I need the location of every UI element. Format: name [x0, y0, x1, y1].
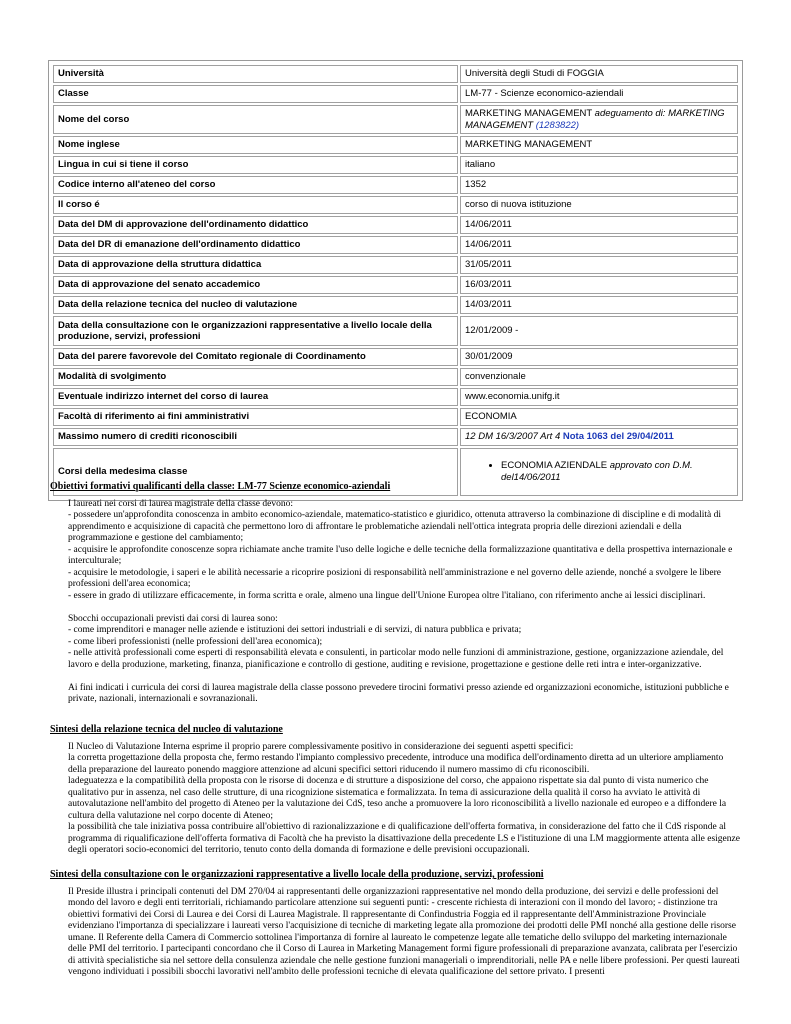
paragraph: Ai fini indicati i curricula dei corsi di laurea magistrale della classe possono prevedere tirocini formativi presso aziende ed organizzazioni economiche, istituzioni pubbliche e private, nazionali, internazionali e sovranazionali.: [68, 682, 729, 704]
table-row: [53, 85, 738, 103]
row-label: Data del parere favorevole del Comitato regionale di Coordinamento: [53, 348, 458, 366]
paragraph: ladeguatezza e la compatibilità della proposta con le risorse di docenza e di strutture a disposizione del corso, che appaiono rispettate sia dal punto di vista numerico che qualitativo pur in assenza, nel caso delle strutture, di una ricognizione sistematica e formalizzata. In tema di assicurazione della qualità il corso ha avviato le attività di autovalutazione nell'ambito del progetto di Ateneo per la valutazione dei CdS, teso anche a promuovere la loro riconoscibilità a livello nazionale ed europeo e a diffondere la cultura della valutazione nel corpo docente di Ateneo;: [68, 776, 727, 821]
paragraph: I laureati nei corsi di laurea magistrale della classe devono:: [68, 498, 294, 509]
adaptation-note: adeguamento di: MARKETING MANAGEMENT: [465, 108, 725, 131]
row-label: Classe: [53, 85, 458, 103]
paragraph: - essere in grado di utilizzare efficacemente, in forma scritta e orale, almeno una lingue dell'Unione Europea oltre l'italiano, con riferimento anche ai lessici disciplinari.: [68, 590, 706, 601]
row-label: Data della relazione tecnica del nucleo di valutazione: [53, 296, 458, 314]
row-label: Codice interno all'ateneo del corso: [53, 176, 458, 194]
credits-note: 12 DM 16/3/2007 Art 4: [465, 431, 561, 443]
section-title: Sintesi della consultazione con le organizzazioni rappresentative a livello locale della produzione, servizi, professioni: [50, 869, 544, 880]
table-row: [53, 276, 738, 294]
approval-note: approvato con D.M. del14/06/2011: [501, 460, 693, 483]
row-value: Università degli Studi di FOGGIA: [460, 65, 738, 83]
paragraph: - acquisire le metodologie, i saperi e le abilità necessarie a ricoprire posizioni di responsabilità nell'amministrazione e nel governo delle aziende, nonché a svolgere le libere professioni dell'area economica;: [68, 567, 721, 589]
paragraph: la corretta progettazione della proposta che, fermo restando l'impianto complessivo precedente, introduce una modifica dell'ordinamento diretta ad un ulteriore ampliamento della preparazione del laureato ponendo maggiore attenzione ad alcuni specifici settori riducendo il numero massimo di cfu riconoscibili.: [68, 753, 724, 775]
row-value: 30/01/2009: [460, 348, 738, 366]
section-obiettivi: [50, 481, 744, 706]
section-body: [50, 499, 744, 706]
row-value: 31/05/2011: [460, 256, 738, 274]
row-label: Data del DR di emanazione dell'ordinamento didattico: [53, 236, 458, 254]
table-row: [53, 388, 738, 406]
table-row: [53, 348, 738, 366]
table-row: [53, 256, 738, 274]
row-value: 14/06/2011: [460, 236, 738, 254]
row-value: 14/03/2011: [460, 296, 738, 314]
row-label: Nome inglese: [53, 136, 458, 154]
row-label: Lingua in cui si tiene il corso: [53, 156, 458, 174]
row-value: corso di nuova istituzione: [460, 196, 738, 214]
course-info-table: [51, 63, 740, 498]
row-label: Data del DM di approvazione dell'ordinamento didattico: [53, 216, 458, 234]
row-label: Nome del corso: [53, 105, 458, 134]
row-label: Corsi della medesima classe: [53, 448, 458, 496]
table-row: [53, 408, 738, 426]
paragraph: Sbocchi occupazionali previsti dai corsi di laurea sono:: [68, 613, 278, 624]
row-label: Il corso é: [53, 196, 458, 214]
row-label: Modalità di svolgimento: [53, 368, 458, 386]
table-row: [53, 428, 738, 446]
table-row: [53, 316, 738, 346]
course-code-link[interactable]: (1283822): [535, 119, 580, 131]
table-row: [53, 236, 738, 254]
paragraph: [68, 671, 744, 683]
row-label: Facoltà di riferimento ai fini amministrativi: [53, 408, 458, 426]
paragraph: - come liberi professionisti (nelle professioni dell'area economica);: [68, 636, 323, 647]
table-row: [53, 65, 738, 83]
paragraph: [68, 602, 744, 614]
row-label: Data di approvazione della struttura didattica: [53, 256, 458, 274]
course-name: ECONOMIA AZIENDALE: [501, 460, 608, 471]
paragraph: - possedere un'approfondita conoscenza in ambito economico-aziendale, matematico-statistico e giuridico, ottenuta attraverso la combinazione di discipline e di modalità di apprendimento e acquisizione di capacità che permettono loro di affrontare le problematiche aziendali nell'ottica integrata propria delle direzioni aziendali e della programmazione e gestione del cambiamento;: [68, 510, 722, 543]
table-row: [53, 196, 738, 214]
course-name: MARKETING MANAGEMENT: [465, 108, 593, 119]
row-label: Università: [53, 65, 458, 83]
paragraph: - acquisire le approfondite conoscenze sopra richiamate anche tramite l'uso delle logiche e delle tecniche della formalizzazione quantitativa e della prospettiva internazionale e interculturale;: [68, 544, 733, 566]
row-value: www.economia.unifg.it: [460, 388, 738, 406]
row-value: italiano: [460, 156, 738, 174]
section-title: Obiettivi formativi qualificanti della classe: LM-77 Scienze economico-aziendali: [50, 481, 391, 492]
table-row: [53, 105, 738, 134]
row-label: Data della consultazione con le organizzazioni rappresentative a livello locale della produzione, servizi, professioni: [53, 316, 458, 346]
paragraph: la possibilità che tale iniziativa possa contribuire all'obiettivo di razionalizzazione e di qualificazione dell'offerta formativa, in considerazione del fatto che il CdS risponde al programma di riqualificazione dell'offerta formativa di Facoltà che ha previsto la disattivazione della precedente LS e l'istituzione di una LM maggiormente attenta alle esigenze degli operatori socio-economici del territorio, tenuto conto della domanda di formazione e delle previsioni occupazionali.: [68, 822, 740, 855]
row-value: 1352: [460, 176, 738, 194]
section-title: Sintesi della relazione tecnica del nucleo di valutazione: [50, 724, 283, 735]
paragraph: - come imprenditori e manager nelle aziende e istituzioni dei settori industriali e di servizi, di natura pubblica e privata;: [68, 625, 522, 635]
row-label: Massimo numero di crediti riconoscibili: [53, 428, 458, 446]
section-consultazione: [50, 869, 744, 979]
row-value: [460, 428, 738, 446]
row-value: 14/06/2011: [460, 216, 738, 234]
course-info-table-frame: [48, 60, 743, 501]
table-row: [53, 156, 738, 174]
table-row: [53, 136, 738, 154]
table-row: [53, 368, 738, 386]
table-row: [53, 216, 738, 234]
paragraph: - nelle attività professionali come esperti di responsabilità elevata e consulenti, in particolar modo nelle funzioni di amministrazione, gestione, organizzazione aziendale, del lavoro e della produzione, marketing, finanza, pianificazione e controllo di gestione, auditing e revisione, progettazione e gestione delle reti intra e inter-organizzative.: [68, 648, 724, 670]
row-value: LM-77 - Scienze economico-aziendali: [460, 85, 738, 103]
section-body: [50, 742, 744, 857]
section-nucleo: [50, 724, 744, 857]
table-row: [53, 176, 738, 194]
section-body: [50, 887, 744, 979]
row-value: MARKETING MANAGEMENT: [460, 136, 738, 154]
nota-link[interactable]: Nota 1063 del 29/04/2011: [562, 431, 674, 443]
row-label: Data di approvazione del senato accademico: [53, 276, 458, 294]
row-label: Eventuale indirizzo internet del corso di laurea: [53, 388, 458, 406]
row-value: 16/03/2011: [460, 276, 738, 294]
paragraph: Il Nucleo di Valutazione Interna esprime il proprio parere complessivamente positivo in considerazione dei seguenti aspetti specifici:: [68, 741, 574, 752]
paragraph: Il Preside illustra i principali contenuti del DM 270/04 ai rappresentanti delle organizzazioni rappresentative nel mondo della produzione, dei servizi e delle professioni del mondo del lavoro e degli enti territoriali, richiamando particolare attenzione sui seguenti punti: - crescente richiesta di interazioni con il mondo del lavoro; - distinzione tra obiettivi formativi dei Corsi di Laurea e dei Corsi di Laurea Magistrale. Il rappresentante di Confindustria Foggia ed il rappresentante dell'Amministrazione Provinciale evidenziano l'importanza di specializzare i laureati verso l'acquisizione di tecniche di marketing legate alla promozione dei prodotti delle PMI nonché alla gestione delle risorse umane. Il Referente della Camera di Commercio sottolinea l'importanza di fornire al laureato le competenze legate alle tematiche dello sviluppo del marketing internazionale delle PMI del territorio. I partecipanti concordano che il Corso di Laurea in Marketing Management formi figure professionali di preparazione avanzata, calibrata per l'esercizio di attività specialistiche sia nel settore della consulenza aziendale che nelle gestione funzioni manageriali o imprenditoriali, nelle PA e nelle libere professioni. Per questi laureati vengono individuati i possibili sbocchi lavorativi nell'ambito delle professioni tecniche di elevata qualificazione del settore privato. I presenti: [68, 886, 740, 977]
row-value: ECONOMIA: [460, 408, 738, 426]
row-value: convenzionale: [460, 368, 738, 386]
row-value: 12/01/2009 -: [460, 316, 738, 346]
row-value: [460, 105, 738, 134]
table-row: [53, 296, 738, 314]
